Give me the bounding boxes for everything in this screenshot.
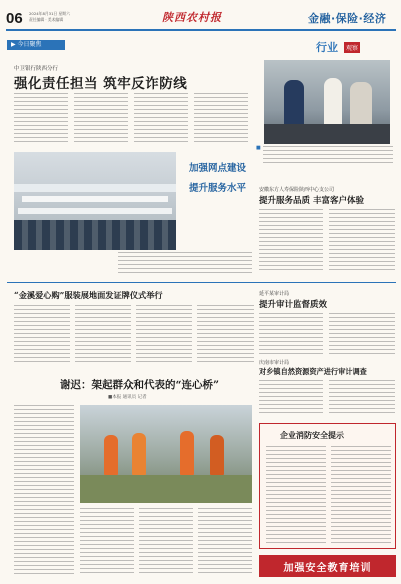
fire-box-col-left [266,446,326,544]
bottom-feature-byline: ■本报 通讯员 记者 [108,395,147,400]
bottom-feature-body-left [14,405,74,575]
section-divider [7,282,396,283]
column-tag-today: ▶ 今日聚焦 [7,40,65,50]
story-headline: 强化责任担当 筑牢反诈防线 [14,76,188,92]
anhui-headline: 提升服务品质 丰富客户体验 [259,196,364,206]
section-title: 金融·保险·经济 [308,12,387,25]
audit-headline: 提升审计监督质效 [259,300,328,310]
industry-tag: 行业 观察 [316,41,359,54]
arrow-icon: ▶ [11,41,18,48]
banner-text: 加强安全教育培训 [283,563,372,574]
header-rule [6,29,396,31]
industry-section [256,38,396,142]
industry-photo [264,60,390,144]
audit-body [259,313,395,355]
camera-icon: ■ [256,145,261,151]
bottom-feature-body-right [80,508,252,574]
meeting-photo [14,152,176,250]
audit-kicker: 延平某审计局 [259,291,290,297]
fire-safety-box [259,423,396,549]
date-line: 2024年8月31日 星期六 [29,11,70,16]
fire-box-title: 企业消防安全提示 [280,430,344,440]
page-number: 06 [6,10,23,27]
anhui-kicker: 安徽东方人寿保险陕西中心支公司 [259,187,335,193]
fire-box-col-right [331,446,391,544]
photo-headline: 加强网点建设 提升服务水平 [189,163,247,194]
resource-kicker: 庆南市审计局 [259,360,290,366]
page-header [6,4,396,34]
feature-body [14,305,254,365]
anhui-body [259,209,395,273]
resource-body [259,380,395,416]
industry-caption [256,145,396,167]
community-photo [80,405,252,503]
bottom-banner [259,555,396,577]
feature-headline: “金溪爱心购”服装展地面发证牌仪式举行 [14,290,163,300]
editor-line: 责任编辑 · 美术编辑 [29,17,63,22]
bottom-feature-headline: 谢迟：架起群众和代表的“连心桥” [60,379,220,391]
photo-caption [118,252,252,274]
story-kicker: 中卫银行陕西分行 [14,66,59,72]
story-body [14,93,248,145]
newspaper-logo: 陕西农村报 [162,11,222,24]
resource-headline: 对乡镇自然资源资产进行审计调查 [259,367,367,376]
